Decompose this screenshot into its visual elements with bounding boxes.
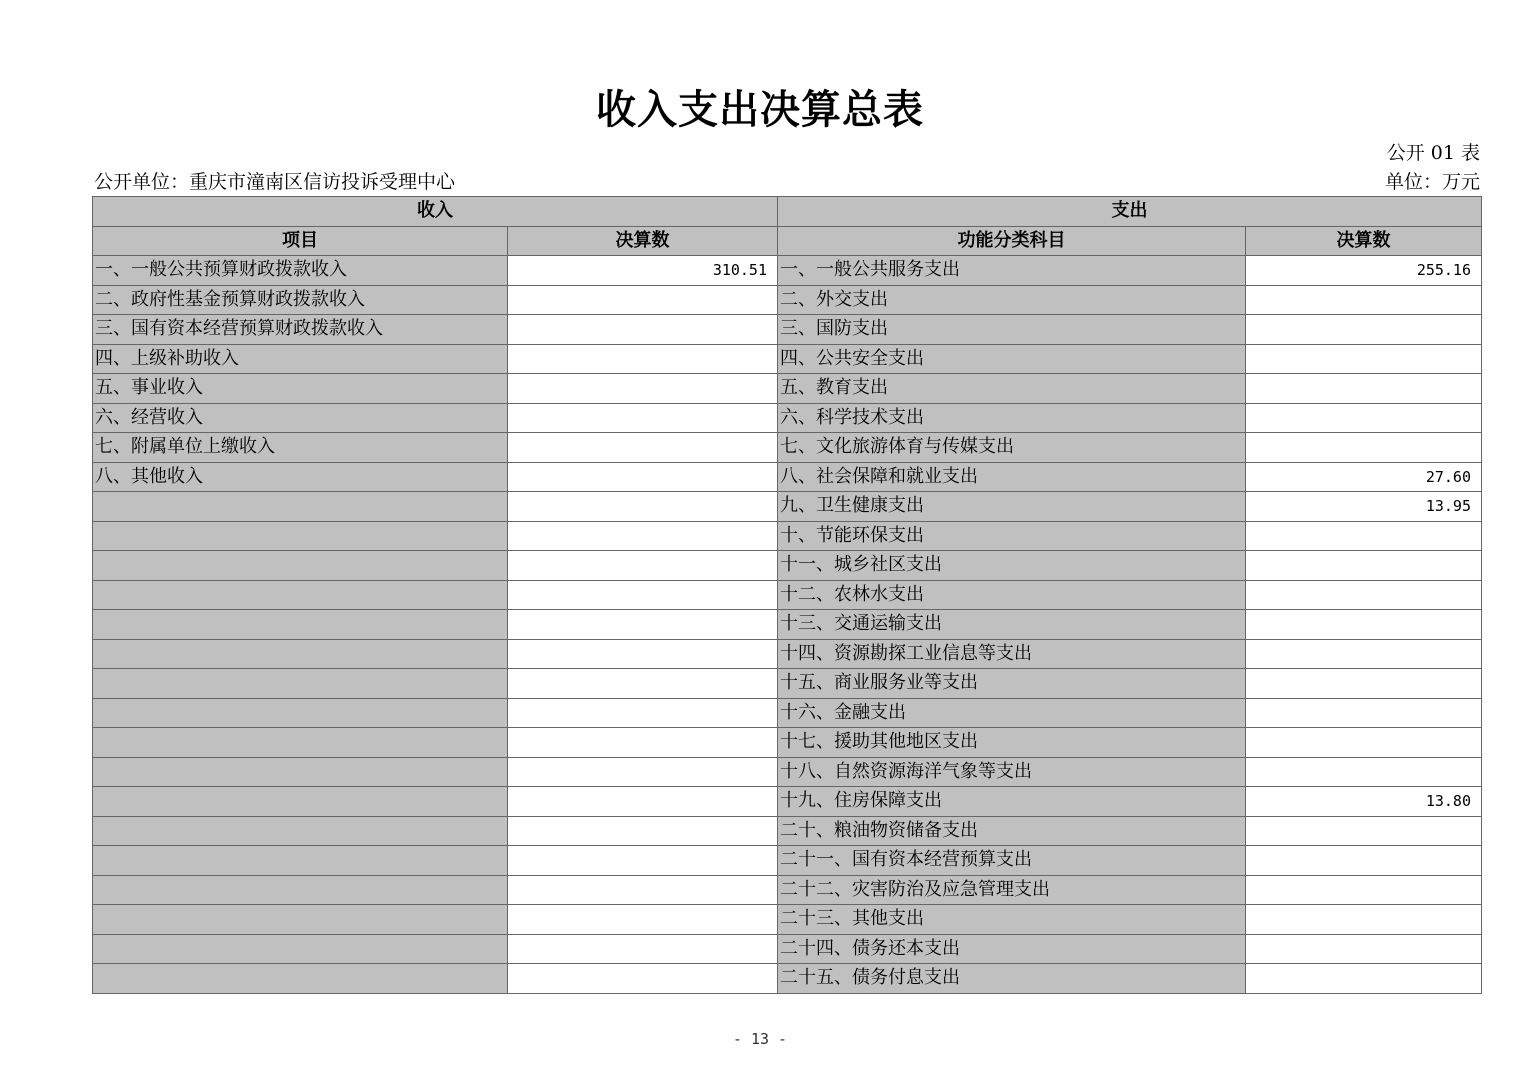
income-item-cell: [93, 757, 508, 787]
income-amount-cell: [508, 757, 778, 787]
income-item-cell: 八、其他收入: [93, 462, 508, 492]
income-item-cell: [93, 551, 508, 581]
expense-item-cell: 十三、交通运输支出: [778, 610, 1246, 640]
table-row: [93, 433, 1482, 463]
income-amount-cell: [508, 462, 778, 492]
income-amount-cell: [508, 610, 778, 640]
income-amount-cell: [508, 521, 778, 551]
table-row: [93, 492, 1482, 522]
expense-header: 支出: [778, 197, 1482, 227]
income-amount-cell: [508, 492, 778, 522]
table-row: [93, 344, 1482, 374]
expense-item-cell: 三、国防支出: [778, 315, 1246, 345]
expense-amount-cell: [1246, 728, 1482, 758]
income-amount-cell: [508, 934, 778, 964]
table-row: [93, 521, 1482, 551]
page-title: 收入支出决算总表: [596, 86, 924, 133]
income-item-cell: [93, 610, 508, 640]
table-row: [93, 846, 1482, 876]
income-item-cell: 四、上级补助收入: [93, 344, 508, 374]
expense-amount-cell: [1246, 285, 1482, 315]
expense-item-cell: 九、卫生健康支出: [778, 492, 1246, 522]
table-row: [93, 551, 1482, 581]
income-amount-cell: [508, 787, 778, 817]
expense-item-cell: 十六、金融支出: [778, 698, 1246, 728]
table-number: 公开 01 表: [1386, 142, 1480, 164]
amount-header: 决算数: [508, 226, 778, 256]
expense-item-cell: 十八、自然资源海洋气象等支出: [778, 757, 1246, 787]
expense-item-cell: 十一、城乡社区支出: [778, 551, 1246, 581]
income-amount-cell: [508, 669, 778, 699]
table-row: [93, 256, 1482, 286]
income-item-cell: 六、经营收入: [93, 403, 508, 433]
expense-item-cell: 十九、住房保障支出: [778, 787, 1246, 817]
amount2-header: 决算数: [1246, 226, 1482, 256]
expense-item-cell: 二十二、灾害防治及应急管理支出: [778, 875, 1246, 905]
table-header-row-1: [93, 197, 1482, 227]
expense-item-cell: 七、文化旅游体育与传媒支出: [778, 433, 1246, 463]
expense-item-cell: 五、教育支出: [778, 374, 1246, 404]
table-row: [93, 610, 1482, 640]
income-item-cell: [93, 492, 508, 522]
income-item-cell: [93, 846, 508, 876]
table-row: [93, 669, 1482, 699]
expense-item-cell: 十四、资源勘探工业信息等支出: [778, 639, 1246, 669]
expense-amount-cell: [1246, 875, 1482, 905]
income-amount-cell: [508, 698, 778, 728]
expense-item-cell: 十七、援助其他地区支出: [778, 728, 1246, 758]
income-amount-cell: [508, 344, 778, 374]
expense-item-cell: 十五、商业服务业等支出: [778, 669, 1246, 699]
income-item-cell: [93, 728, 508, 758]
income-item-cell: 一、一般公共预算财政拨款收入: [93, 256, 508, 286]
expense-amount-cell: [1246, 521, 1482, 551]
table-row: [93, 964, 1482, 994]
income-amount-cell: [508, 374, 778, 404]
expense-item-cell: 二十五、债务付息支出: [778, 964, 1246, 994]
expense-amount-cell: [1246, 580, 1482, 610]
expense-item-cell: 八、社会保障和就业支出: [778, 462, 1246, 492]
reporting-unit: 公开单位：重庆市潼南区信访投诉受理中心: [94, 171, 456, 193]
table-row: [93, 580, 1482, 610]
expense-amount-cell: [1246, 816, 1482, 846]
expense-item-cell: 一、一般公共服务支出: [778, 256, 1246, 286]
income-amount-cell: [508, 964, 778, 994]
expense-amount-cell: [1246, 403, 1482, 433]
table-row: [93, 315, 1482, 345]
expense-amount-cell: [1246, 639, 1482, 669]
page-number: - 13 -: [732, 1030, 788, 1048]
expense-amount-cell: [1246, 905, 1482, 935]
expense-item-cell: 十、节能环保支出: [778, 521, 1246, 551]
income-item-cell: [93, 698, 508, 728]
expense-amount-cell: [1246, 757, 1482, 787]
table-row: [93, 374, 1482, 404]
table-row: [93, 757, 1482, 787]
income-item-cell: [93, 816, 508, 846]
expense-item-cell: 二十一、国有资本经营预算支出: [778, 846, 1246, 876]
expense-item-cell: 二十、粮油物资储备支出: [778, 816, 1246, 846]
expense-amount-cell: [1246, 846, 1482, 876]
item-header: 项目: [93, 226, 508, 256]
income-item-cell: 三、国有资本经营预算财政拨款收入: [93, 315, 508, 345]
income-amount-cell: [508, 403, 778, 433]
expense-item-cell: 二十四、债务还本支出: [778, 934, 1246, 964]
income-item-cell: [93, 639, 508, 669]
income-amount-cell: [508, 875, 778, 905]
expense-amount-cell: [1246, 698, 1482, 728]
income-amount-cell: [508, 728, 778, 758]
expense-amount-cell: [1246, 344, 1482, 374]
expense-amount-cell: [1246, 551, 1482, 581]
income-item-cell: [93, 875, 508, 905]
expense-amount-cell: [1246, 374, 1482, 404]
function-category-header: 功能分类科目: [778, 226, 1246, 256]
income-item-cell: [93, 934, 508, 964]
table-row: [93, 934, 1482, 964]
currency-unit: 单位：万元: [1384, 171, 1480, 193]
table-row: [93, 875, 1482, 905]
income-amount-cell: [508, 551, 778, 581]
expense-amount-cell: 13.95: [1246, 492, 1482, 522]
income-item-cell: [93, 580, 508, 610]
expense-amount-cell: [1246, 964, 1482, 994]
income-amount-cell: [508, 639, 778, 669]
income-amount-cell: [508, 315, 778, 345]
table-row: [93, 905, 1482, 935]
table-row: [93, 816, 1482, 846]
expense-amount-cell: 255.16: [1246, 256, 1482, 286]
income-amount-cell: 310.51: [508, 256, 778, 286]
expense-amount-cell: [1246, 433, 1482, 463]
income-expense-table: [92, 196, 1482, 994]
income-amount-cell: [508, 580, 778, 610]
table-row: [93, 462, 1482, 492]
expense-amount-cell: [1246, 610, 1482, 640]
income-amount-cell: [508, 846, 778, 876]
income-item-cell: 七、附属单位上缴收入: [93, 433, 508, 463]
table-row: [93, 639, 1482, 669]
expense-amount-cell: [1246, 669, 1482, 699]
table-row: [93, 787, 1482, 817]
income-item-cell: 五、事业收入: [93, 374, 508, 404]
table-row: [93, 728, 1482, 758]
expense-item-cell: 十二、农林水支出: [778, 580, 1246, 610]
income-item-cell: [93, 964, 508, 994]
expense-amount-cell: [1246, 934, 1482, 964]
income-amount-cell: [508, 905, 778, 935]
expense-item-cell: 二十三、其他支出: [778, 905, 1246, 935]
income-amount-cell: [508, 433, 778, 463]
expense-amount-cell: [1246, 315, 1482, 345]
table-row: [93, 403, 1482, 433]
expense-item-cell: 四、公共安全支出: [778, 344, 1246, 374]
expense-amount-cell: 13.80: [1246, 787, 1482, 817]
income-amount-cell: [508, 285, 778, 315]
income-item-cell: [93, 669, 508, 699]
income-item-cell: 二、政府性基金预算财政拨款收入: [93, 285, 508, 315]
expense-amount-cell: 27.60: [1246, 462, 1482, 492]
income-item-cell: [93, 521, 508, 551]
income-amount-cell: [508, 816, 778, 846]
expense-item-cell: 二、外交支出: [778, 285, 1246, 315]
income-header: 收入: [93, 197, 778, 227]
expense-item-cell: 六、科学技术支出: [778, 403, 1246, 433]
income-item-cell: [93, 787, 508, 817]
table-row: [93, 285, 1482, 315]
income-item-cell: [93, 905, 508, 935]
table-header-row-2: [93, 226, 1482, 256]
table-row: [93, 698, 1482, 728]
